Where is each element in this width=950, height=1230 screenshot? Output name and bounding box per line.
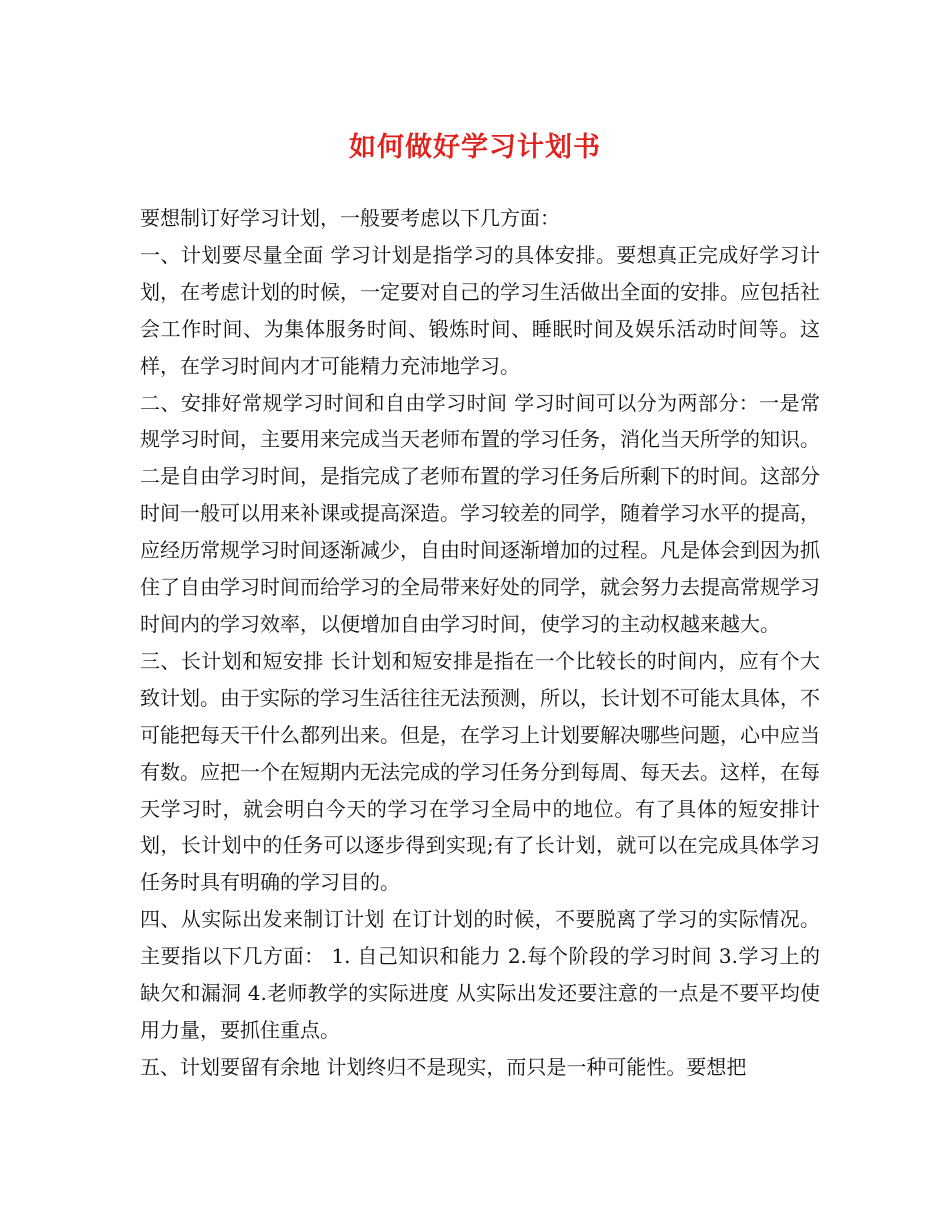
section-1-paragraph: 一、计划要尽量全面 学习计划是指学习的具体安排。要想真正完成好学习计划，在考虑计划的时候，一定要对自己的学习生活做出全面的安排。应包括社会工作时间、为集体服务时间、锻炼时间、睡眠时间及娱乐活动时间等。这样，在学习时间内才可能精力充沛地学习。 [140, 242, 820, 378]
document-title: 如何做好学习计划书 [349, 132, 601, 163]
section-4-paragraph: 四、从实际出发来制订计划 在订计划的时候，不要脱离了学习的实际情况。主要指以下几方面： 1. 自己知识和能力 2.每个阶段的学习时间 3.学习上的缺欠和漏洞 4.老师教学的实际进度 从实际出发还要注意的一点是不要平均使用力量，要抓住重点。 [140, 907, 820, 1042]
section-2-paragraph: 二、安排好常规学习时间和自由学习时间 学习时间可以分为两部分：一是常规学习时间，主要用来完成当天老师布置的学习任务，消化当天所学的知识。二是自由学习时间，是指完成了老师布置的学习任务后所剩下的时间。这部分时间一般可以用来补课或提高深造。学习较差的同学，随着学习水平的提高，应经历常规学习时间逐渐减少，自由时间逐渐增加的过程。凡是体会到因为抓住了自由学习时间而给学习的全局带来好处的同学，就会努力去提高常规学习时间内的学习效率，以便增加自由学习时间，使学习的主动权越来越大。 [140, 390, 820, 636]
intro-paragraph: 要想制订好学习计划，一般要考虑以下几方面： [140, 206, 560, 230]
section-3-paragraph: 三、长计划和短安排 长计划和短安排是指在一个比较长的时间内，应有个大致计划。由于实际的学习生活往往无法预测，所以，长计划不可能太具体，不可能把每天干什么都列出来。但是，在学习上计划要解决哪些问题，心中应当有数。应把一个在短期内无法完成的学习任务分到每周、每天去。这样，在每天学习时，就会明白今天的学习在学习全局中的地位。有了具体的短安排计划，长计划中的任务可以逐步得到实现;有了长计划，就可以在完成具体学习任务时具有明确的学习目的。 [140, 648, 820, 895]
section-5-paragraph: 五、计划要留有余地 计划终归不是现实，而只是一种可能性。要想把 [140, 1054, 747, 1079]
document-body [140, 200, 820, 1086]
